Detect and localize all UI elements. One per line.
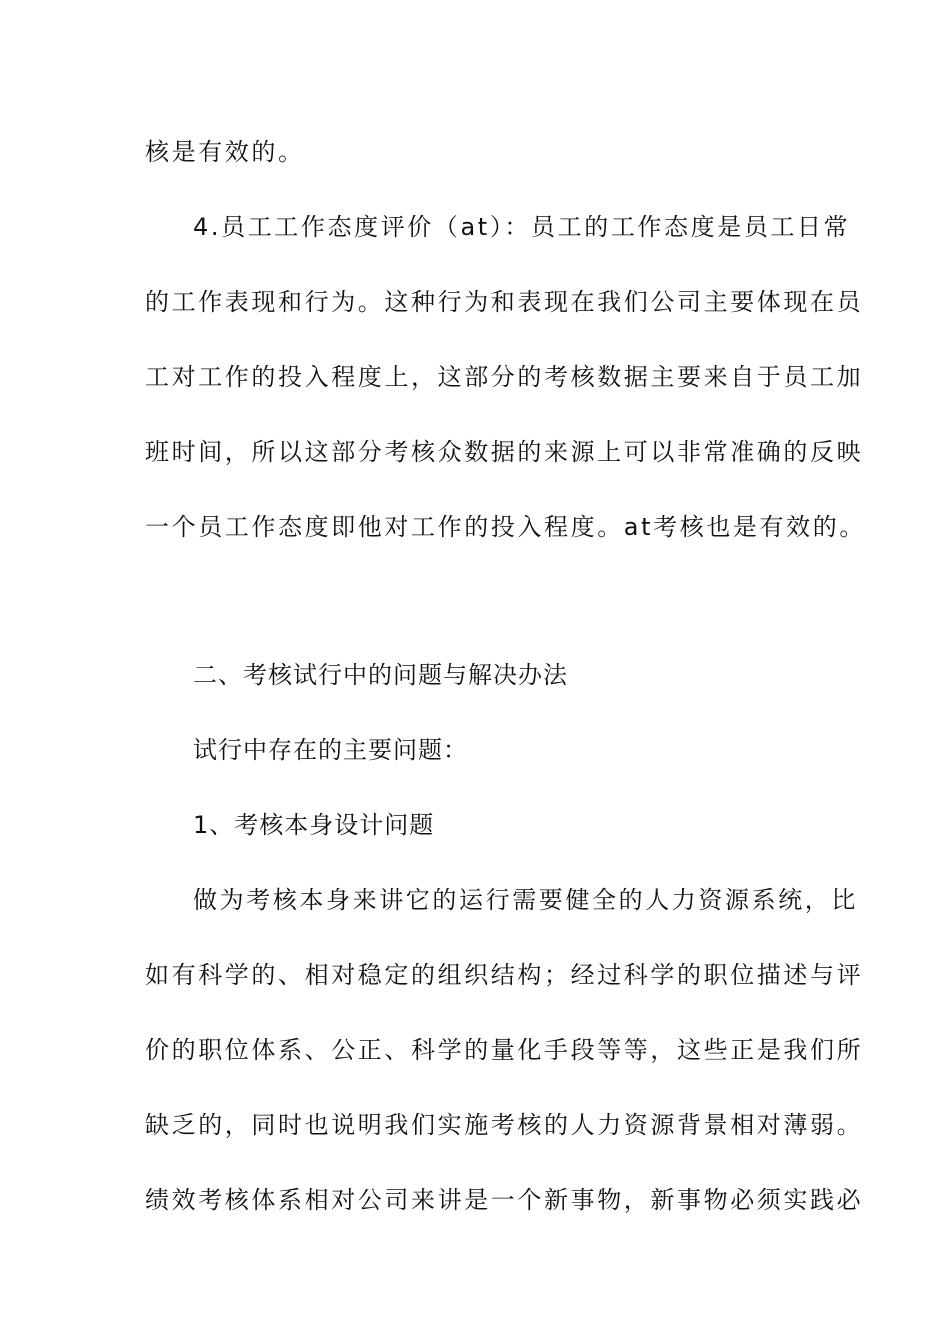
paragraph-line: 工对工作的投入程度上，这部分的考核数据主要来自于员工加 xyxy=(145,363,864,391)
paragraph-line: 如有科学的、相对稳定的组织结构；经过科学的职位描述与评 xyxy=(145,961,864,989)
paragraph-line: 缺乏的，同时也说明我们实施考核的人力资源背景相对薄弱。 xyxy=(145,1111,864,1139)
paragraph-line: 的工作表现和行为。这种行为和表现在我们公司主要体现在员 xyxy=(145,288,864,316)
paragraph-line: 价的职位体系、公正、科学的量化手段等等，这些正是我们所 xyxy=(145,1036,864,1064)
paragraph-line: 4.员工工作态度评价（at）：员工的工作态度是员工日常 xyxy=(193,213,851,241)
subheading: 试行中存在的主要问题： xyxy=(193,736,468,764)
paragraph-line: 核是有效的。 xyxy=(145,138,305,166)
paragraph-line: 一个员工作态度即他对工作的投入程度。at考核也是有效的。 xyxy=(145,513,866,541)
paragraph-line: 绩效考核体系相对公司来讲是一个新事物，新事物必须实践必 xyxy=(145,1186,864,1214)
paragraph-line: 班时间，所以这部分考核众数据的来源上可以非常准确的反映 xyxy=(145,438,864,466)
subheading: 1、考核本身设计问题 xyxy=(193,811,435,839)
section-heading: 二、考核试行中的问题与解决办法 xyxy=(193,661,568,689)
paragraph-line: 做为考核本身来讲它的运行需要健全的人力资源系统，比 xyxy=(193,886,858,914)
